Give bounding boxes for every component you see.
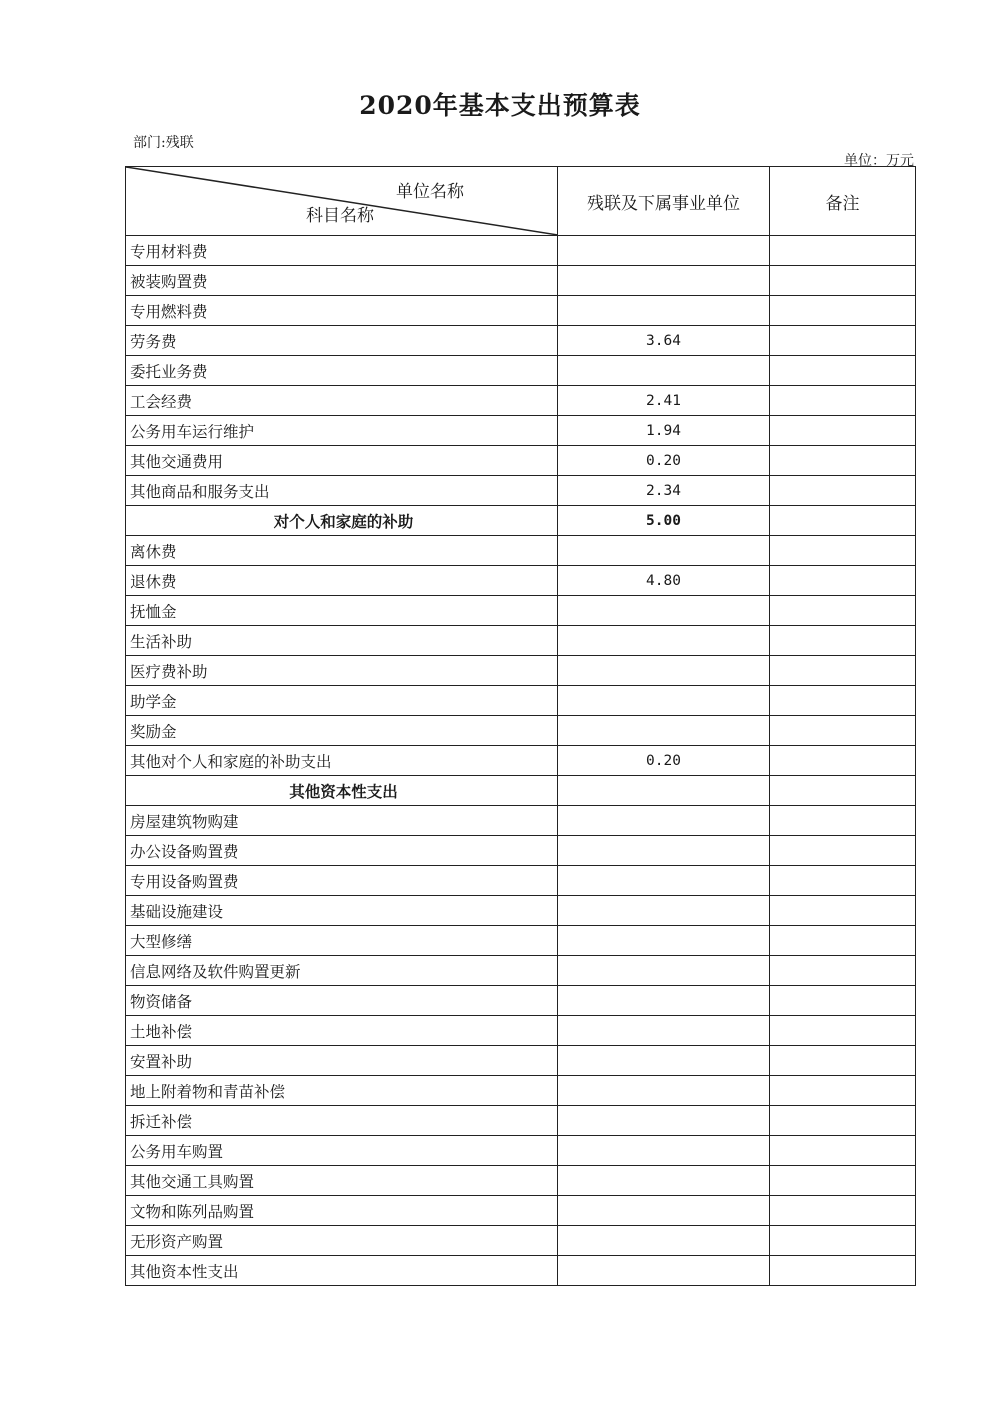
note-cell xyxy=(770,1076,916,1106)
page-title: 2020年基本支出预算表 xyxy=(359,91,641,120)
note-cell xyxy=(770,596,916,626)
note-cell xyxy=(770,716,916,746)
subject-name-cell: 助学金 xyxy=(126,686,558,716)
table-row xyxy=(126,266,916,296)
unit-label: 单位：万元 xyxy=(844,153,914,169)
table-row xyxy=(126,236,916,266)
subject-name-cell: 拆迁补偿 xyxy=(126,1106,558,1136)
subject-name-cell: 医疗费补助 xyxy=(126,656,558,686)
diagonal-header-cell xyxy=(126,167,558,236)
subject-name-cell: 委托业务费 xyxy=(126,356,558,386)
value-cell xyxy=(558,986,770,1016)
subject-name-cell: 生活补助 xyxy=(126,626,558,656)
note-cell xyxy=(770,776,916,806)
note-cell xyxy=(770,236,916,266)
subject-name-cell: 房屋建筑物购建 xyxy=(126,806,558,836)
table-row xyxy=(126,1226,916,1256)
note-cell xyxy=(770,536,916,566)
value-cell xyxy=(558,776,770,806)
table-row xyxy=(126,296,916,326)
value-cell xyxy=(558,1256,770,1286)
value-cell xyxy=(558,806,770,836)
subject-name-cell: 办公设备购置费 xyxy=(126,836,558,866)
table-row xyxy=(126,596,916,626)
header-col-value: 残联及下属事业单位 xyxy=(558,167,770,236)
note-cell xyxy=(770,956,916,986)
table-row xyxy=(126,1076,916,1106)
note-cell xyxy=(770,686,916,716)
note-cell xyxy=(770,1256,916,1286)
note-cell xyxy=(770,296,916,326)
header-col-note: 备注 xyxy=(770,167,916,236)
table-row xyxy=(126,1196,916,1226)
table-row xyxy=(126,386,916,416)
subject-name-cell: 劳务费 xyxy=(126,326,558,356)
value-cell: 2.34 xyxy=(558,476,770,506)
value-cell: 4.80 xyxy=(558,566,770,596)
section-row xyxy=(126,776,916,806)
section-name-cell: 对个人和家庭的补助 xyxy=(126,506,558,536)
value-cell xyxy=(558,1076,770,1106)
table-row xyxy=(126,356,916,386)
note-cell xyxy=(770,476,916,506)
subject-name-cell: 基础设施建设 xyxy=(126,896,558,926)
subject-name-cell: 离休费 xyxy=(126,536,558,566)
table-row xyxy=(126,806,916,836)
value-cell xyxy=(558,596,770,626)
value-cell xyxy=(558,296,770,326)
table-row xyxy=(126,416,916,446)
value-cell xyxy=(558,836,770,866)
note-cell xyxy=(770,986,916,1016)
note-cell xyxy=(770,446,916,476)
table-row xyxy=(126,1136,916,1166)
value-cell xyxy=(558,356,770,386)
subject-name-cell: 其他对个人和家庭的补助支出 xyxy=(126,746,558,776)
table-row xyxy=(126,1106,916,1136)
table-row xyxy=(126,836,916,866)
value-cell xyxy=(558,956,770,986)
note-cell xyxy=(770,1226,916,1256)
subject-name-cell: 信息网络及软件购置更新 xyxy=(126,956,558,986)
subject-name-cell: 抚恤金 xyxy=(126,596,558,626)
value-cell xyxy=(558,1016,770,1046)
note-cell xyxy=(770,806,916,836)
note-cell xyxy=(770,566,916,596)
subject-name-cell: 物资储备 xyxy=(126,986,558,1016)
table-row xyxy=(126,626,916,656)
note-cell xyxy=(770,1196,916,1226)
value-cell xyxy=(558,1166,770,1196)
table-row xyxy=(126,686,916,716)
value-cell xyxy=(558,1196,770,1226)
header-unit-name: 单位名称 xyxy=(396,182,464,202)
subject-name-cell: 安置补助 xyxy=(126,1046,558,1076)
value-cell: 0.20 xyxy=(558,446,770,476)
subject-name-cell: 其他交通工具购置 xyxy=(126,1166,558,1196)
note-cell xyxy=(770,836,916,866)
department-label: 部门:残联 xyxy=(133,135,194,151)
table-row xyxy=(126,716,916,746)
subject-name-cell: 公务用车运行维护 xyxy=(126,416,558,446)
subject-name-cell: 其他商品和服务支出 xyxy=(126,476,558,506)
value-cell: 5.00 xyxy=(558,506,770,536)
value-cell: 2.41 xyxy=(558,386,770,416)
table-row xyxy=(126,746,916,776)
note-cell xyxy=(770,386,916,416)
note-cell xyxy=(770,866,916,896)
value-cell xyxy=(558,236,770,266)
section-name-cell: 其他资本性支出 xyxy=(126,776,558,806)
value-cell: 1.94 xyxy=(558,416,770,446)
note-cell xyxy=(770,1106,916,1136)
value-cell xyxy=(558,1136,770,1166)
note-cell xyxy=(770,266,916,296)
subject-name-cell: 无形资产购置 xyxy=(126,1226,558,1256)
note-cell xyxy=(770,356,916,386)
header-subject-name: 科目名称 xyxy=(306,206,374,226)
value-cell xyxy=(558,896,770,926)
table-row xyxy=(126,956,916,986)
note-cell xyxy=(770,656,916,686)
note-cell xyxy=(770,416,916,446)
subject-name-cell: 专用设备购置费 xyxy=(126,866,558,896)
budget-table xyxy=(125,166,916,1286)
subject-name-cell: 工会经费 xyxy=(126,386,558,416)
table-row xyxy=(126,536,916,566)
value-cell: 3.64 xyxy=(558,326,770,356)
subject-name-cell: 奖励金 xyxy=(126,716,558,746)
subject-name-cell: 土地补偿 xyxy=(126,1016,558,1046)
note-cell xyxy=(770,896,916,926)
table-row xyxy=(126,656,916,686)
value-cell xyxy=(558,926,770,956)
value-cell xyxy=(558,536,770,566)
value-cell xyxy=(558,866,770,896)
table-row xyxy=(126,866,916,896)
note-cell xyxy=(770,326,916,356)
value-cell xyxy=(558,656,770,686)
value-cell xyxy=(558,1106,770,1136)
subject-name-cell: 退休费 xyxy=(126,566,558,596)
subject-name-cell: 被装购置费 xyxy=(126,266,558,296)
note-cell xyxy=(770,1016,916,1046)
note-cell xyxy=(770,926,916,956)
table-row xyxy=(126,1256,916,1286)
value-cell xyxy=(558,1046,770,1076)
table-row xyxy=(126,1166,916,1196)
subject-name-cell: 专用材料费 xyxy=(126,236,558,266)
table-header-row xyxy=(126,167,916,236)
table-row xyxy=(126,896,916,926)
subject-name-cell: 专用燃料费 xyxy=(126,296,558,326)
value-cell xyxy=(558,266,770,296)
value-cell xyxy=(558,626,770,656)
note-cell xyxy=(770,1136,916,1166)
note-cell xyxy=(770,506,916,536)
note-cell xyxy=(770,746,916,776)
table-row xyxy=(126,926,916,956)
subject-name-cell: 大型修缮 xyxy=(126,926,558,956)
note-cell xyxy=(770,1046,916,1076)
subject-name-cell: 其他交通费用 xyxy=(126,446,558,476)
table-row xyxy=(126,986,916,1016)
table-row xyxy=(126,446,916,476)
subject-name-cell: 文物和陈列品购置 xyxy=(126,1196,558,1226)
value-cell xyxy=(558,686,770,716)
subject-name-cell: 地上附着物和青苗补偿 xyxy=(126,1076,558,1106)
subject-name-cell: 公务用车购置 xyxy=(126,1136,558,1166)
table-row xyxy=(126,476,916,506)
subject-name-cell: 其他资本性支出 xyxy=(126,1256,558,1286)
value-cell: 0.20 xyxy=(558,746,770,776)
table-row xyxy=(126,1046,916,1076)
note-cell xyxy=(770,1166,916,1196)
note-cell xyxy=(770,626,916,656)
section-row xyxy=(126,506,916,536)
table-row xyxy=(126,566,916,596)
value-cell xyxy=(558,716,770,746)
table-row xyxy=(126,326,916,356)
table-row xyxy=(126,1016,916,1046)
value-cell xyxy=(558,1226,770,1256)
